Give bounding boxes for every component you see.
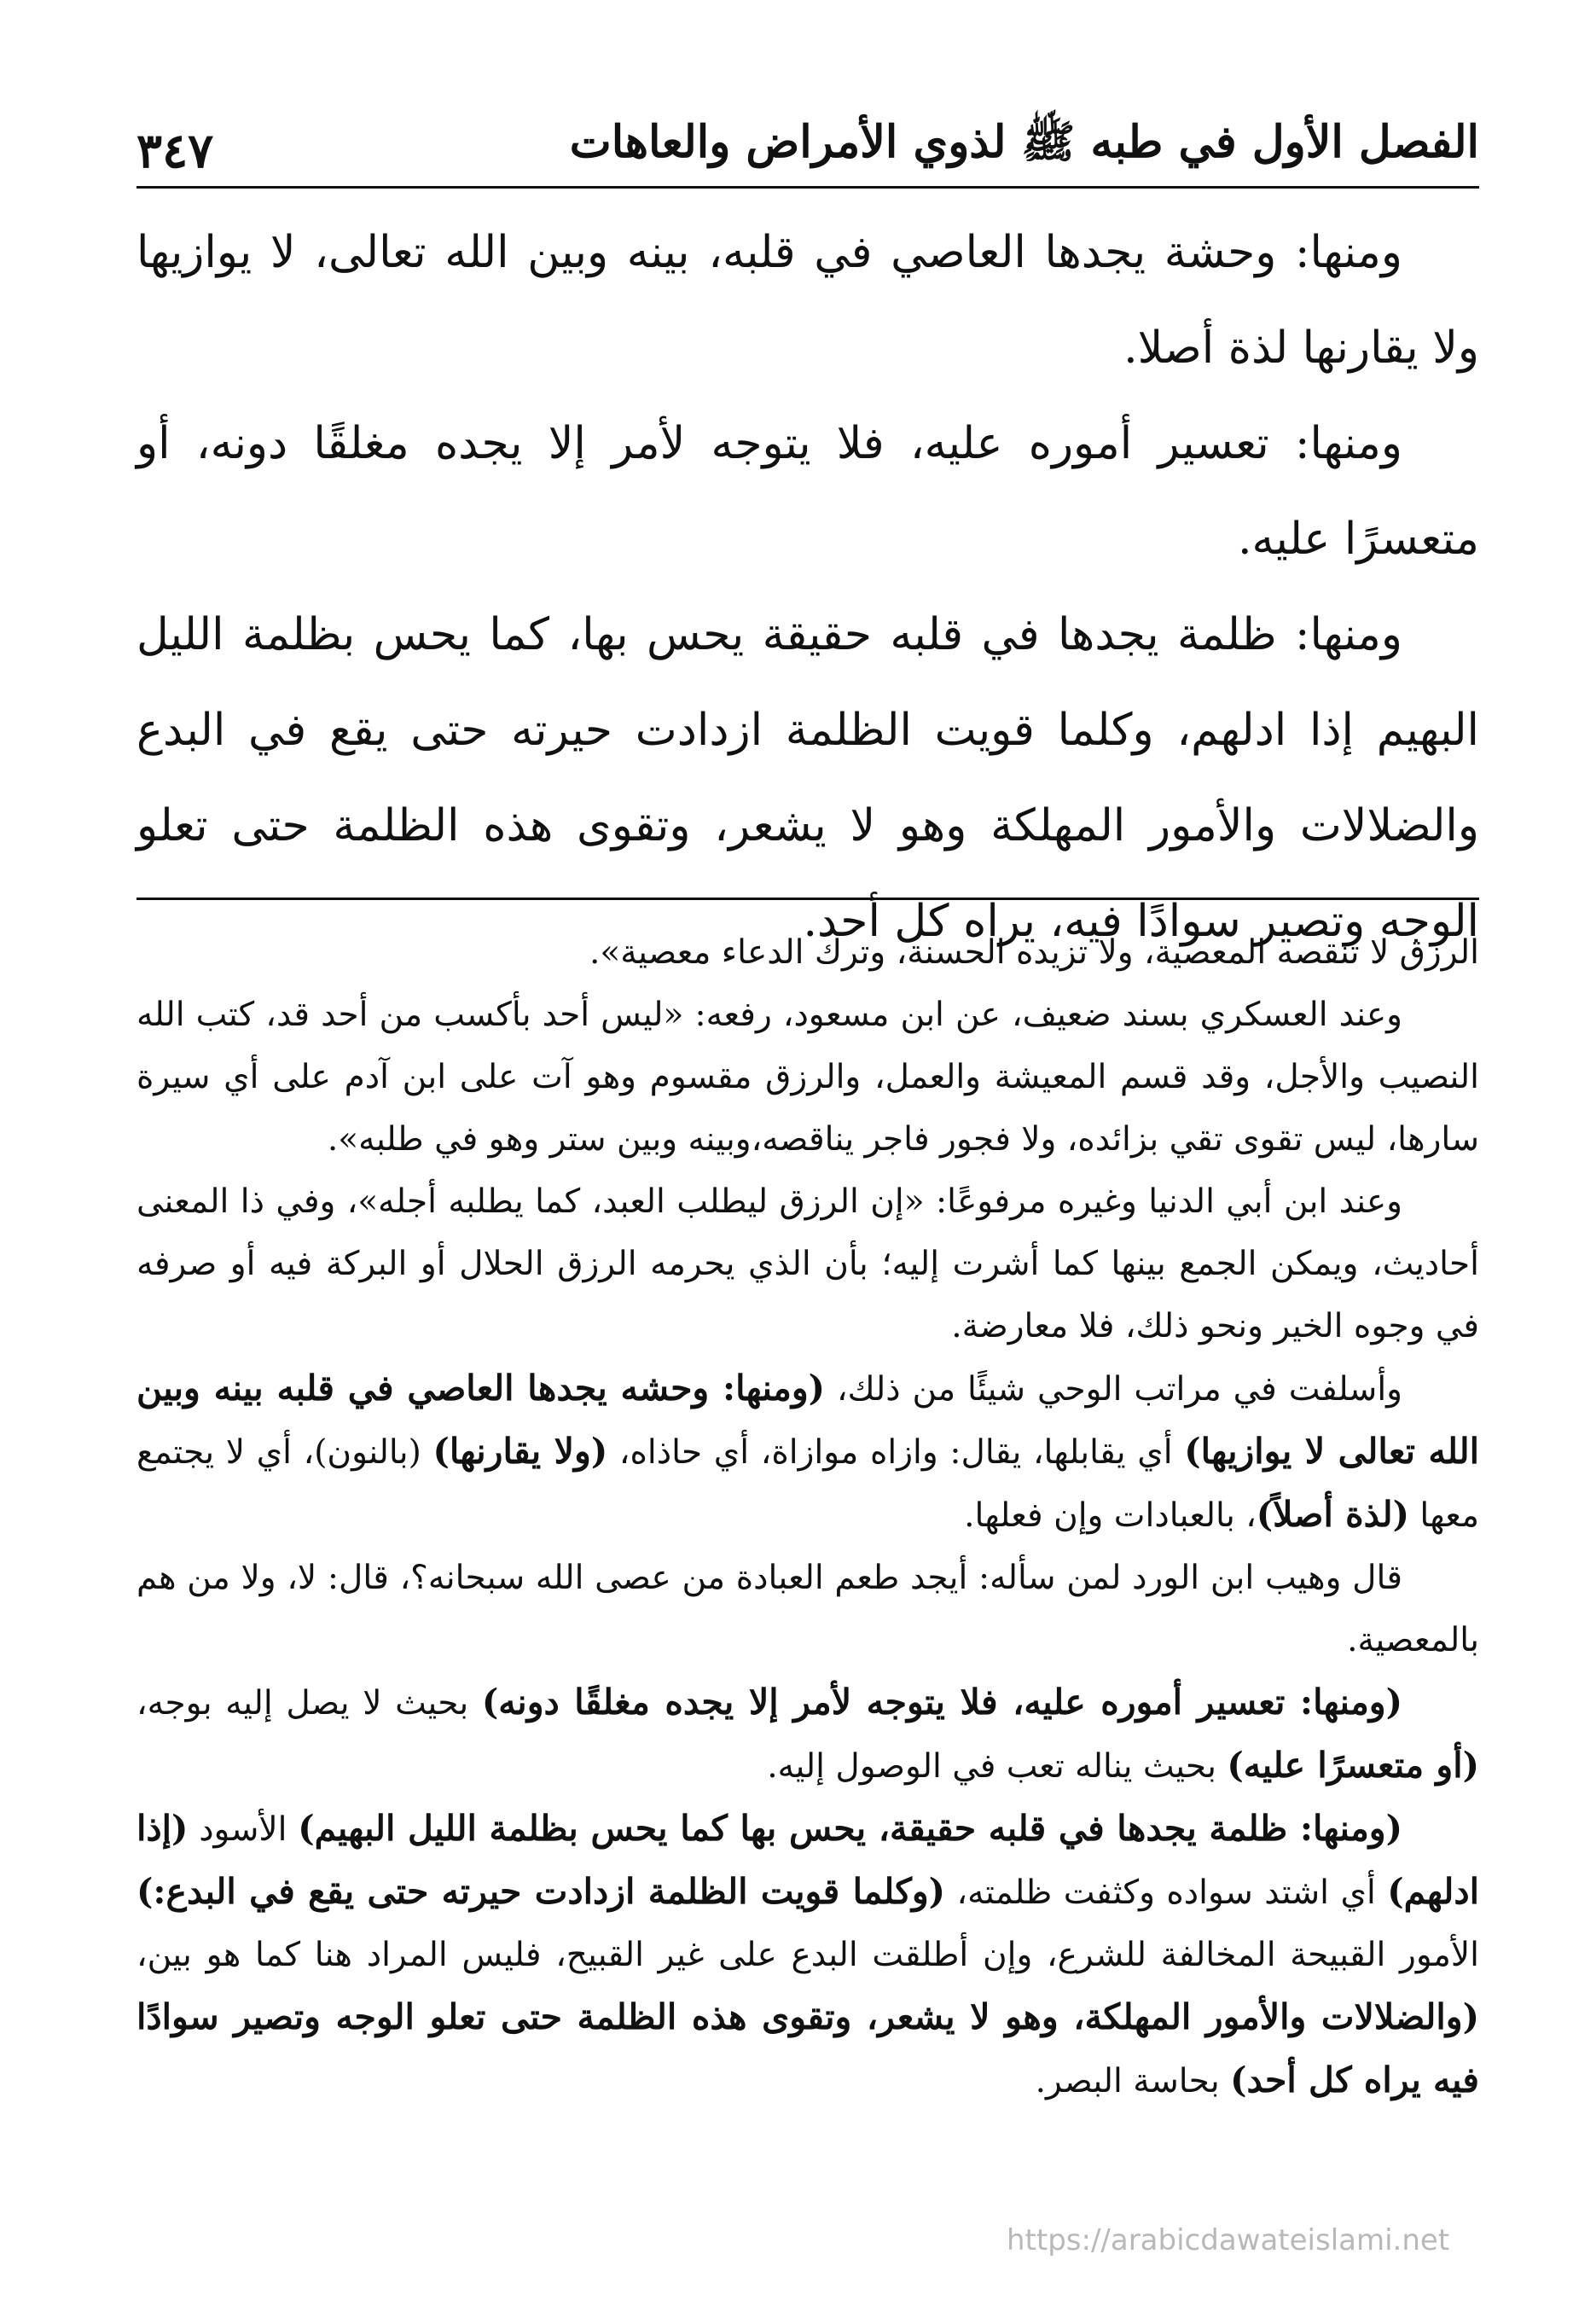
note-text: الأسود	[188, 1810, 299, 1849]
note-paragraph-2: وعند العسكري بسند ضعيف، عن ابن مسعود، رفعه: «ليس أحد بأكسب من أحد قد، كتب الله النصيب والأجل، وقد قسم المعيشة والعمل، والرزق مقسوم وهو آت على ابن آدم على أي سيرة سارها، ليس تقوى تقي بزائده، ولا فجور فاجر يناقصه،وبينه وبين ستر وهو في طلبه».	[136, 996, 1479, 1159]
watermark-url: https://arabicdawateislami.net	[1007, 2223, 1450, 2257]
main-text	[136, 205, 1479, 947]
note-paragraph-1: الرزق لا تنقصه المعصية، ولا تزيده الحسنة، وترك الدعاء معصية».	[589, 933, 1479, 972]
quoted-matn: (ومنها: تعسير أموره عليه، فلا يتوجه لأمر إلا يجده مغلقًا دونه)	[481, 1682, 1402, 1723]
note-text: بحيث يناله تعب في الوصول إليه.	[767, 1747, 1228, 1786]
note-paragraph-7	[136, 1798, 1479, 2112]
header-rule	[136, 186, 1479, 189]
note-text: بحيث لا يصل إليه بوجه،	[136, 1684, 482, 1723]
main-paragraph-2: ومنها: تعسير أموره عليه، فلا يتوجه لأمر إلا يجده مغلقًا دونه، أو متعسرًا عليه.	[136, 418, 1479, 565]
note-text: ، بالعبادات وإن فعلها.	[964, 1496, 1257, 1535]
page-number: ٣٤٧	[136, 123, 214, 179]
quoted-matn: (ولا يقارنها)	[432, 1431, 608, 1472]
page-header	[136, 102, 1479, 179]
note-paragraph-6	[136, 1671, 1479, 1798]
quoted-matn: (ومنها: وحشه يجدها العاصي في قلبه بينه وبين الله تعالى لا يوازيها)	[136, 1368, 1479, 1472]
footnote-rule	[136, 898, 1479, 900]
note-paragraph-3: وعند ابن أبي الدنيا وغيره مرفوعًا: «إن الرزق ليطلب العبد، كما يطلبه أجله»، وفي ذا المعنى أحاديث، ويمكن الجمع بينها كما أشرت إليه؛ بأن الذي يحرمه الرزق الحلال أو البركة فيه أو صرفه في وجوه الخير ونحو ذلك، فلا معارضة.	[136, 1182, 1479, 1345]
quoted-matn: (ومنها: ظلمة يجدها في قلبه حقيقة، يحس بها كما يحس بظلمة الليل البهيم)	[298, 1808, 1402, 1849]
main-paragraph-3: ومنها: ظلمة يجدها في قلبه حقيقة يحس بها، كما يحس بظلمة الليل البهيم إذا ادلهم، وكلما قويت الظلمة ازدادت حيرته حتى يقع في البدع والضلالات والأمور المهلكة وهو لا يشعر، وتقوى هذه الظلمة حتى تعلو الوجه وتصير سوادًا فيه، يراه كل أحد.	[136, 609, 1479, 947]
quoted-matn: (لذة أصلاً)	[1256, 1494, 1410, 1535]
note-text: (بالنون)، أي لا يجتمع معها	[136, 1433, 1479, 1535]
note-text: بحاسة البصر.	[1035, 2062, 1231, 2100]
note-paragraph-5: قال وهيب ابن الورد لمن سأله: أيجد طعم العبادة من عصى الله سبحانه؟، قال: لا، ولا من هم بالمعصية.	[136, 1559, 1479, 1659]
quoted-matn: (وكلما قويت الظلمة ازدادت حيرته حتى يقع في البدع:)	[136, 1871, 946, 1912]
note-text: أي يقابلها، يقال: وازاه موازاة، أي حاذاه،	[607, 1433, 1185, 1472]
running-title: الفصل الأول في طبه ﷺ لذوي الأمراض والعاهات	[569, 116, 1479, 168]
quoted-matn: (والضلالات والأمور المهلكة، وهو لا يشعر، وتقوى هذه الظلمة حتى تعلو الوجه وتصير سوادًا فيه يراه كل أحد)	[136, 1996, 1479, 2100]
main-paragraph-1: ومنها: وحشة يجدها العاصي في قلبه، بينه وبين الله تعالى، لا يوازيها ولا يقارنها لذة أصلا.	[136, 227, 1479, 374]
note-text: أي اشتد سواده وكثفت ظلمته،	[945, 1874, 1388, 1912]
quoted-matn: (أو متعسرًا عليه)	[1227, 1745, 1479, 1786]
quoted-matn: (إذا ادلهم)	[136, 1808, 1479, 1912]
note-text: وأسلفت في مراتب الوحي شيئًا من ذلك،	[825, 1370, 1402, 1409]
note-text: الأمور القبيحة المخالفة للشرع، وإن أطلقت البدع على غير القبيح، فليس المراد هنا كما هو بين،	[136, 1936, 1479, 1974]
commentary	[136, 921, 1479, 2184]
note-paragraph-4	[136, 1357, 1479, 1547]
